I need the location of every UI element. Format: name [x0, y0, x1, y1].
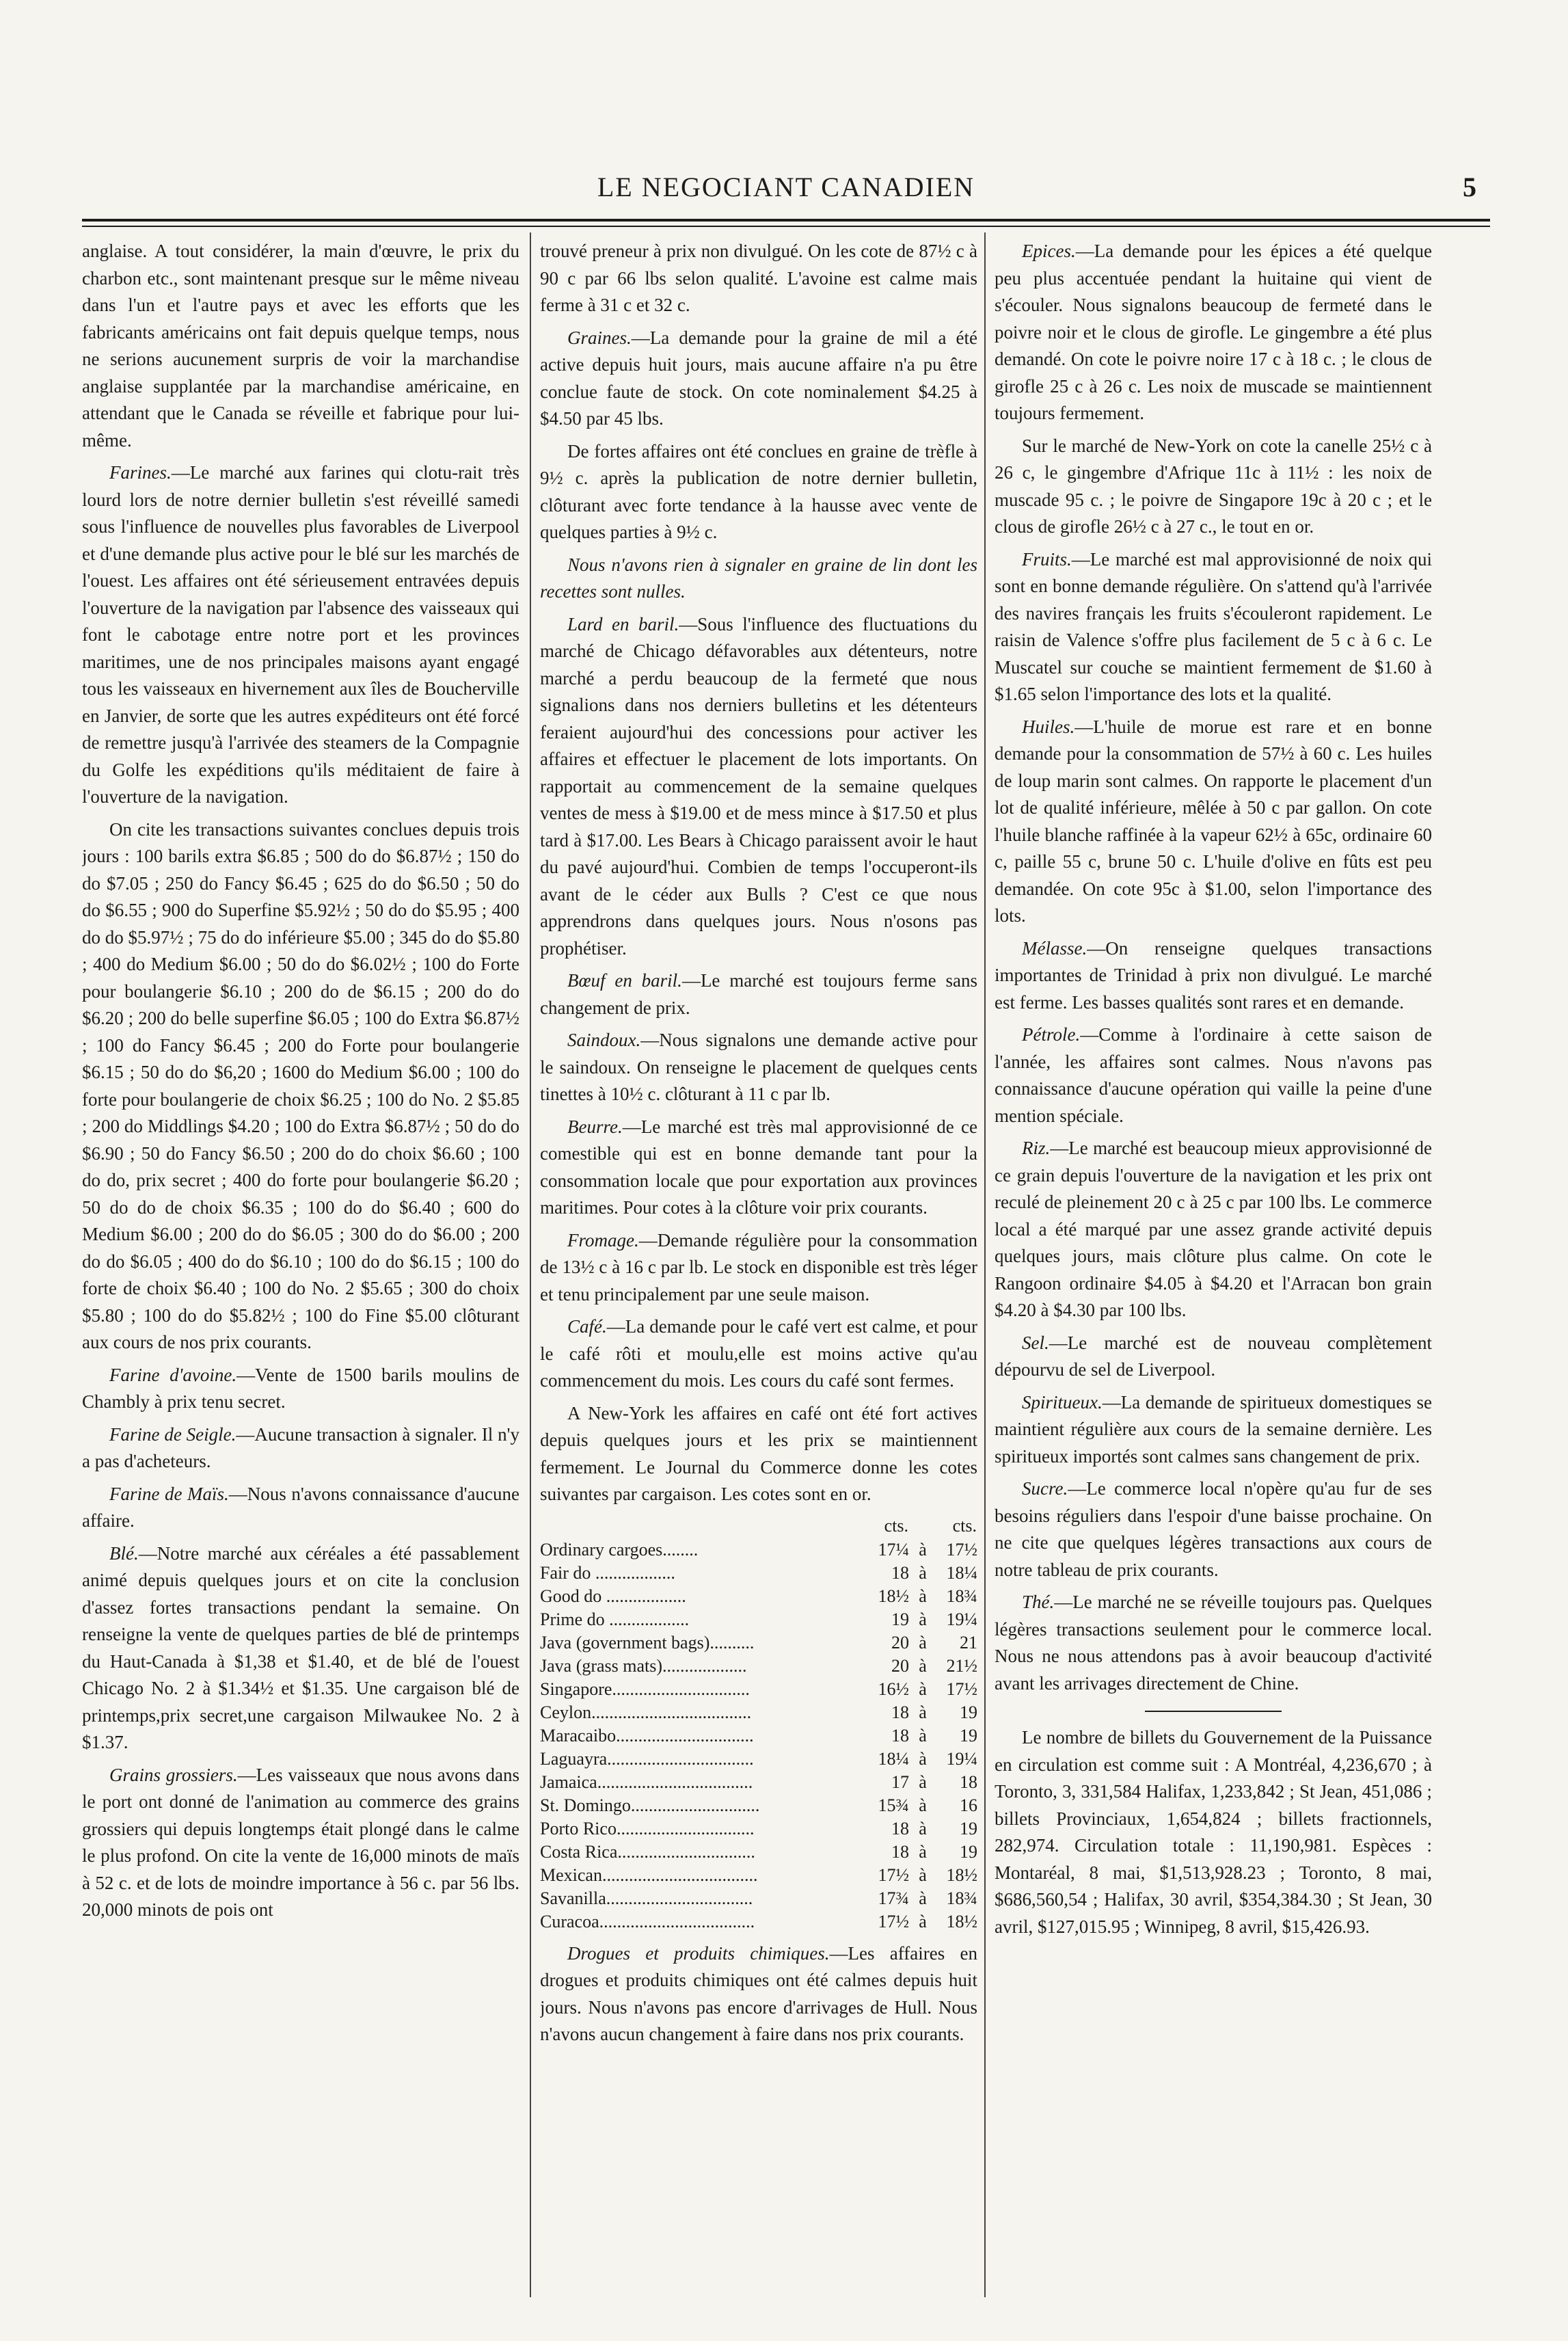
- price-separator: à: [919, 1609, 927, 1629]
- section-heading: Epices.: [1022, 241, 1076, 261]
- price-high: 16: [960, 1795, 977, 1815]
- paragraph-text: —Le marché est beaucoup mieux approvisionné de ce grain depuis l'ouverture de la navigation et les prix ont reculé de pleinement 20 c à 25 c par 100 lbs. Le commerce local a été marqué par une assez grande activité depuis quelques jours, mais clôture plus calme. On cote le Rangoon ordinaire $4.05 à $4.20 et l'Arracan bon grain $4.20 à $4.30 par 100 lbs.: [995, 1138, 1432, 1320]
- price-separator: à: [919, 1748, 927, 1769]
- coffee-name: Porto Rico...............................: [540, 1818, 755, 1838]
- section-heading: Drogues et produits chimiques.: [567, 1942, 830, 1964]
- section-heading: Farine de Seigle.: [109, 1423, 236, 1445]
- paragraph-riz: [995, 1135, 1432, 1324]
- table-row: [540, 1562, 977, 1585]
- column-header: cts.: [952, 1515, 977, 1536]
- coffee-name: Curacoa...................................: [540, 1911, 755, 1931]
- price-low: 18½: [878, 1586, 909, 1606]
- coffee-name: Good do ..................: [540, 1586, 686, 1606]
- paragraph-trefle: De fortes affaires ont été conclues en graine de trèfle à 9½ c. après la publication de notre dernier bulletin, clôturant avec forte tendance à la hausse avec vente de quelques parties à 9½ c.: [540, 440, 977, 542]
- coffee-name: Prime do ..................: [540, 1609, 690, 1629]
- price-low: 16½: [878, 1678, 909, 1699]
- table-row: [540, 1724, 977, 1748]
- paragraph-graines: [540, 325, 977, 433]
- coffee-name: Costa Rica...............................: [540, 1841, 755, 1862]
- coffee-name: Savanilla.................................: [540, 1888, 753, 1908]
- paragraph-text: —La demande de spiritueux domestiques se maintient régulière aux cours de la semaine dernière. Les spiritueux importés sont calmes sans changement de prix.: [995, 1391, 1432, 1467]
- section-heading: Sucre.: [1022, 1478, 1068, 1499]
- price-low: 18: [891, 1841, 909, 1862]
- paragraph-farines: [82, 459, 519, 811]
- paragraph-text: —Nous signalons une demande active pour le saindoux. On renseigne le placement de quelques cents tinettes à 10½ c. clôturant à 11 c par lb.: [540, 1030, 977, 1104]
- paragraph-text: —Nous n'avons connaissance d'aucune affaire.: [82, 1483, 519, 1531]
- section-heading: Fruits.: [1022, 548, 1072, 570]
- section-heading: Bœuf en baril.: [567, 970, 682, 991]
- paragraph-melasse: [995, 935, 1432, 1017]
- table-row: [540, 1608, 977, 1631]
- price-low: 17: [891, 1771, 909, 1792]
- paragraph: trouvé preneur à prix non divulgué. On les cote de 87½ c à 90 c par 66 lbs selon qualité. L'avoine est calme mais ferme à 31 c et 32 c.: [540, 241, 977, 315]
- section-heading: Sel.: [1022, 1332, 1049, 1353]
- paragraph-billets: Le nombre de billets du Gouvernement de la Puissance en circulation est comme suit : A Montréal, 4,236,670 ; à Toronto, 3, 331,584 Halifax, 1,233,842 ; St Jean, 451,086 ; billets Provinciaux, 1,654,824 ; billets fractionnels, 282,974. Circulation totale : 11,190,981. Espèces : Montaréal, 8 mai, $1,513,928.23 ; Toronto, 8 mai, $686,560,54 ; Halifax, 30 avril, $354,384.30 ; St Jean, 30 avril, $127,015.95 ; Winnipeg, 8 avril, $15,426.93.: [995, 1727, 1432, 1937]
- section-heading: Grains grossiers.: [109, 1764, 238, 1785]
- paragraph-text: —Le marché ne se réveille toujours pas. Quelques légères transactions seulement pour le commerce local. Nous ne nous attendons pas à avoir beaucoup d'activité avant les arrivages directement de Chine.: [995, 1592, 1432, 1694]
- price-high: 18¾: [946, 1888, 977, 1908]
- column-left: [82, 238, 519, 2289]
- page-title: LE NEGOCIANT CANADIEN: [597, 172, 975, 202]
- price-separator: à: [919, 1586, 927, 1606]
- paragraph-text: —Le marché est toujours ferme sans changement de prix.: [540, 970, 977, 1018]
- price-low: 20: [891, 1655, 909, 1676]
- price-low: 18¼: [878, 1748, 909, 1769]
- paragraph-avoine: [82, 1362, 519, 1416]
- price-separator: à: [919, 1562, 927, 1583]
- price-high: 21½: [946, 1655, 977, 1676]
- section-heading: Huiles.: [1022, 716, 1075, 737]
- price-high: 18¼: [946, 1562, 977, 1583]
- table-row: [540, 1817, 977, 1841]
- coffee-name: St. Domingo.............................: [540, 1795, 760, 1815]
- paragraph-cafe: [540, 1313, 977, 1395]
- paragraph-beurre: [540, 1114, 977, 1222]
- table-row: [540, 1701, 977, 1724]
- paragraph-petrole: [995, 1021, 1432, 1129]
- price-separator: à: [919, 1655, 927, 1676]
- coffee-name: Java (grass mats)...................: [540, 1655, 747, 1676]
- paragraph-text: —Aucune transaction à signaler. Il n'y a pas d'acheteurs.: [82, 1423, 519, 1471]
- paragraph-text: —La demande pour la graine de mil a été active depuis huit jours, mais aucune affaire n'a pu être conclue faute de stock. On cote nominalement $4.25 à $4.50 par 45 lbs.: [540, 327, 977, 429]
- paragraph-text: —La demande pour les épices a été quelque peu plus accentuée pendant la huitaine qui vient de s'écouler. Nous signalons beaucoup de fermeté dans le poivre noir et le clous de girofle. Le gingembre a été plus demandé. On cote le poivre noire 17 c à 18 c. ; le clous de girofle 25 c à 26 c. Les noix de muscade se maintiennent toujours fermement.: [995, 241, 1432, 423]
- paragraph-fruits: [995, 546, 1432, 708]
- coffee-name: Maracaibo...............................: [540, 1725, 754, 1745]
- section-heading: Graines.: [567, 327, 632, 348]
- price-separator: à: [919, 1911, 927, 1931]
- table-row: [540, 1678, 977, 1701]
- paragraph-text: —Le marché est mal approvisionné de noix qui sont en bonne demande régulière. On s'attend qu'à l'arrivée des navires français les fruits s'écouleront rapidement. Le raisin de Valence s'offre plus facilement de 5 c à 6 c. Le Muscatel sur couche se maintient fermement de $1.60 à $1.65 selon l'importance des lots et la qualité.: [995, 548, 1432, 704]
- table-row: [540, 1538, 977, 1562]
- section-heading: Farines.: [109, 462, 172, 483]
- paragraph-transactions: On cite les transactions suivantes conclues depuis trois jours : 100 barils extra $6.85 ; 500 do do $6.87½ ; 150 do do $7.05 ; 250 do Fancy $6.45 ; 625 do do $6.50 ; 50 do do $6.55 ; 900 do Superfine $5.92½ ; 50 do do $5.95 ; 400 do do $5.97½ ; 75 do do inférieure $5.00 ; 345 do do $5.80 ; 400 do Medium $6.00 ; 50 do do $6.02½ ; 100 do Forte pour boulangerie $6.10 ; 200 do de $6.15 ; 200 do do $6.20 ; 200 do belle superfine $6.05 ; 100 do Extra $6.87½ ; 100 do Fancy $6.45 ; 200 do Forte pour boulangerie $6.15 ; 50 do do $6,20 ; 1600 do Medium $6.00 ; 100 do forte pour boulangerie de choix $6.25 ; 100 do No. 2 $5.85 ; 200 do Middlings $4.20 ; 100 do Extra $6.87½ ; 50 do do $6.90 ; 50 do Fancy $6.50 ; 200 do do choix $6.60 ; 100 do do, prix secret ; 400 do forte pour boulangerie $6.20 ; 50 do do de choix $6.35 ; 100 do do $6.40 ; 600 do Medium $6.00 ; 200 do do $6.05 ; 300 do do $6.00 ; 200 do do $6.05 ; 400 do do $6.10 ; 100 do do $6.15 ; 100 do forte de choix $6.40 ; 100 do No. 2 $5.65 ; 300 do choix $5.80 ; 100 do do $5.82½ ; 100 do Fine $5.00 clôturant aux cours de nos prix courants.: [82, 818, 519, 1352]
- section-heading: Blé.: [109, 1542, 139, 1564]
- paragraph-text: —Le commerce local n'opère qu'au fur de ses besoins réguliers dans l'espoir d'une baisse prochaine. On ne cite que quelques légères transactions aux cours de notre tableau de prix courants.: [995, 1478, 1432, 1580]
- section-heading: Pétrole.: [1022, 1024, 1081, 1045]
- coffee-name: Java (government bags)..........: [540, 1632, 755, 1653]
- table-row: [540, 1864, 977, 1887]
- paragraph-fromage: [540, 1227, 977, 1309]
- paragraph-epices: [995, 238, 1432, 427]
- coffee-name: Singapore...............................: [540, 1678, 750, 1699]
- price-low: 18: [891, 1725, 909, 1745]
- paragraph-grains: [82, 1762, 519, 1924]
- column-right: [995, 238, 1432, 2289]
- section-heading: Fromage.: [567, 1229, 639, 1250]
- price-low: 15¾: [878, 1795, 909, 1815]
- section-divider: [1145, 1711, 1282, 1712]
- price-high: 19: [960, 1841, 977, 1862]
- table-row: [540, 1631, 977, 1655]
- paragraph-lard: [540, 611, 977, 963]
- paragraph-text: —Les vaisseaux que nous avons dans le port ont donné de l'animation au commerce des grains grossiers qui depuis longtemps était plongé dans le calme le plus profond. On cite la vente de 16,000 minots de maïs à 52 c. et de lots de moindre importance à 56 c. par 56 lbs. 20,000 minots de pois ont: [82, 1764, 519, 1920]
- price-low: 17½: [878, 1911, 909, 1931]
- paragraph-lin: Nous n'avons rien à signaler en graine de lin dont les recettes sont nulles.: [540, 554, 977, 602]
- coffee-price-table: [540, 1514, 977, 1934]
- table-row: [540, 1771, 977, 1794]
- paragraph-the: [995, 1589, 1432, 1697]
- price-high: 18¾: [946, 1586, 977, 1606]
- paragraph-text: —Les affaires en drogues et produits chimiques ont été calmes depuis huit jours. Nous n'avons pas encore d'arrivages de Hull. Nous n'avons aucun changement à faire dans nos prix courants.: [540, 1942, 977, 2044]
- table-row: [540, 1794, 977, 1817]
- section-heading: Café.: [567, 1316, 607, 1337]
- price-separator: à: [919, 1725, 927, 1745]
- page-header: [82, 168, 1490, 209]
- paragraph-text: —Vente de 1500 barils moulins de Chambly à prix tenu secret.: [82, 1364, 519, 1412]
- price-high: 19¼: [946, 1748, 977, 1769]
- section-heading: Farine de Maïs.: [109, 1483, 229, 1504]
- paragraph: anglaise. A tout considérer, la main d'œuvre, le prix du charbon etc., sont maintenant presque sur le même niveau dans l'un et l'autre pays et avec les efforts que les fabricants américains ont fait depuis quelque temps, nous ne serions aucunement surpris de voir la marchandise anglaise supplantée par la marchandise américaine, en attendant que le Canada se réveille et fabrique pour lui-même.: [82, 241, 519, 451]
- table-row: [540, 1887, 977, 1910]
- column-middle: [540, 238, 977, 2289]
- price-separator: à: [919, 1678, 927, 1699]
- section-heading: Spiritueux.: [1022, 1391, 1103, 1413]
- price-separator: à: [919, 1841, 927, 1862]
- price-separator: à: [919, 1795, 927, 1815]
- table-row: [540, 1841, 977, 1864]
- table-row: [540, 1910, 977, 1934]
- header-rule-thin: [82, 226, 1490, 227]
- price-low: 17¾: [878, 1888, 909, 1908]
- paragraph-text: —Demande régulière pour la consommation de 13½ c à 16 c par lb. Le stock en disponible est très léger et tenu principalement par une seule maison.: [540, 1229, 977, 1305]
- paragraph-newyork: A New-York les affaires en café ont été fort actives depuis quelques jours et les prix se maintiennent fermement. Le Journal du Commerce donne les cotes suivantes par cargaison. Les cotes sont en or.: [540, 1402, 977, 1504]
- section-heading: Lard en baril.: [567, 613, 679, 634]
- paragraph-sel: [995, 1330, 1432, 1384]
- paragraph-text: —L'huile de morue est rare et en bonne demande pour la consommation de 57½ à 60 c. Les huiles de loup marin sont calmes. On rapporte le placement d'un lot de qualité inférieure, mêlée à 50 c par gallon. On cote l'huile blanche raffinée à la vapeur 62½ à 65c, ordinaire 60 c, paille 55 c, brune 50 c. L'huile d'olive en fûts est peu demandée. On cote 95c à $1.00, selon l'importance des lots.: [995, 716, 1432, 926]
- section-heading: Saindoux.: [567, 1030, 641, 1050]
- price-separator: à: [919, 1702, 927, 1722]
- paragraph-text: —Le marché aux farines qui clotu-rait très lourd lors de notre dernier bulletin s'est réveillé samedi sous l'influence de nouvelles plus favorables de Liverpool et d'une demande plus active pour le blé sur les marchés de l'ouest. Les affaires ont été sérieusement entravées depuis l'ouverture de la navigation par l'absence des vaisseaux qui font le cabotage entre notre port et les provinces maritimes, une de nos principales maisons ayant engagé tous les vaisseaux en hivernement aux îles de Boucherville en Janvier, de sorte que les autres expéditeurs ont été forcé de remettre jusqu'à l'arrivée des steamers de la Compagnie du Golfe les expéditions qu'ils méditaient de faire à l'ouverture de la navigation.: [82, 462, 519, 807]
- coffee-name: Laguayra.................................: [540, 1748, 754, 1769]
- paragraph-text: —Le marché est de nouveau complètement dépourvu de sel de Liverpool.: [995, 1332, 1432, 1380]
- price-separator: à: [919, 1539, 927, 1560]
- paragraph-mais: [82, 1481, 519, 1535]
- paragraph-text: —Comme à l'ordinaire à cette saison de l'année, les affaires sont calmes. Nous n'avons pas connaissance d'aucune opération qui vaille la peine d'une mention spéciale.: [995, 1024, 1432, 1126]
- paragraph-text: —Notre marché aux céréales a été passablement animé depuis quelques jours et on cite la conclusion d'assez fortes transactions pendant la semaine. On renseigne la vente de quelques parties de blé de printemps du Haut-Canada à $1,38 et $1.40, et de blé de l'ouest Chicago No. 2 à $1.34½ et $1.35. Une cargaison blé de printemps,prix secret,une cargaison Milwaukee No. 2 à $1.37.: [82, 1542, 519, 1752]
- header-rule-thick: [82, 219, 1490, 222]
- price-separator: à: [919, 1771, 927, 1792]
- paragraph-drogues: [540, 1940, 977, 2048]
- section-heading: Beurre.: [567, 1116, 623, 1137]
- coffee-name: Jamaica...................................: [540, 1771, 753, 1792]
- price-high: 19: [960, 1725, 977, 1745]
- table-row: [540, 1585, 977, 1608]
- table-row: [540, 1655, 977, 1678]
- paragraph-ble: [82, 1540, 519, 1756]
- price-separator: à: [919, 1864, 927, 1885]
- page-number: 5: [1463, 172, 1476, 202]
- table-header-row: [540, 1514, 977, 1538]
- price-high: 19: [960, 1818, 977, 1838]
- paragraph-text: —La demande pour le café vert est calme, et pour le café rôti et moulu,elle est moins active qu'au commencement du mois. Les cours du café sont fermes.: [540, 1316, 977, 1391]
- paragraph-seigle: [82, 1421, 519, 1475]
- price-low: 20: [891, 1632, 909, 1653]
- paragraph-text: —Sous l'influence des fluctuations du marché de Chicago défavorables aux détenteurs, notre marché a perdu beaucoup de la fermeté que nous signalions dans nos derniers bulletins et les détenteurs feraient aujourd'hui des concessions pour activer les affaires et effectuer le placement de lots importants. On rapportait au commencement de la semaine quelques ventes de mess à $19.00 et de mess mince à $17.50 et plus tard à $17.00. Les Bears à Chicago paraissent avoir le haut du pavé aujourd'hui. Combien de temps l'occuperont-ils avant de le céder aux Bulls ? C'est ce que nous apprendrons dans quelques jours. Nous n'osons pas prophétiser.: [540, 613, 977, 959]
- section-heading: Farine d'avoine.: [109, 1364, 237, 1385]
- price-high: 19¼: [946, 1609, 977, 1629]
- price-separator: à: [919, 1818, 927, 1838]
- price-high: 19: [960, 1702, 977, 1722]
- column-separator: [530, 232, 531, 2297]
- price-separator: à: [919, 1888, 927, 1908]
- price-low: 17¼: [878, 1539, 909, 1560]
- table-row: [540, 1748, 977, 1771]
- section-heading: Thé.: [1022, 1592, 1055, 1612]
- section-heading: Mélasse.: [1022, 937, 1087, 959]
- paragraph-huiles: [995, 714, 1432, 930]
- price-low: 18: [891, 1702, 909, 1722]
- section-heading: Riz.: [1022, 1138, 1051, 1158]
- paragraph-saindoux: [540, 1027, 977, 1108]
- price-high: 21: [960, 1632, 977, 1653]
- price-low: 18: [891, 1818, 909, 1838]
- column-separator: [984, 232, 986, 2297]
- price-high: 17½: [946, 1678, 977, 1699]
- price-high: 18½: [946, 1911, 977, 1931]
- paragraph-ny-epices: Sur le marché de New-York on cote la canelle 25½ c à 26 c, le gingembre d'Afrique 11c à 11½ : les noix de muscade 95 c. ; le poivre de Singapore 19c à 20 c ; et le clous de girofle 26½ c à 27 c., le tout en or.: [995, 435, 1432, 537]
- paragraph-sucre: [995, 1475, 1432, 1583]
- price-low: 17½: [878, 1864, 909, 1885]
- paragraph-text: —Le marché est très mal approvisionné de ce comestible qui est en bonne demande tant pour la consommation locale que pour exportation aux provinces maritimes. Pour cotes à la clôture voir prix courants.: [540, 1116, 977, 1218]
- price-separator: à: [919, 1632, 927, 1653]
- coffee-name: Mexican...................................: [540, 1864, 758, 1885]
- price-high: 17½: [946, 1539, 977, 1560]
- coffee-name: Ordinary cargoes........: [540, 1539, 699, 1560]
- coffee-name: Fair do ..................: [540, 1562, 675, 1583]
- paragraph-spiritueux: [995, 1389, 1432, 1471]
- price-low: 18: [891, 1562, 909, 1583]
- paragraph-text: —On renseigne quelques transactions importantes de Trinidad à prix non divulgué. Le marché est ferme. Les basses qualités sont rares et en demande.: [995, 937, 1432, 1013]
- price-high: 18: [960, 1771, 977, 1792]
- coffee-name: Ceylon....................................: [540, 1702, 752, 1722]
- price-low: 19: [891, 1609, 909, 1629]
- paragraph-boeuf: [540, 967, 977, 1021]
- price-high: 18½: [946, 1864, 977, 1885]
- column-header: cts.: [884, 1515, 908, 1536]
